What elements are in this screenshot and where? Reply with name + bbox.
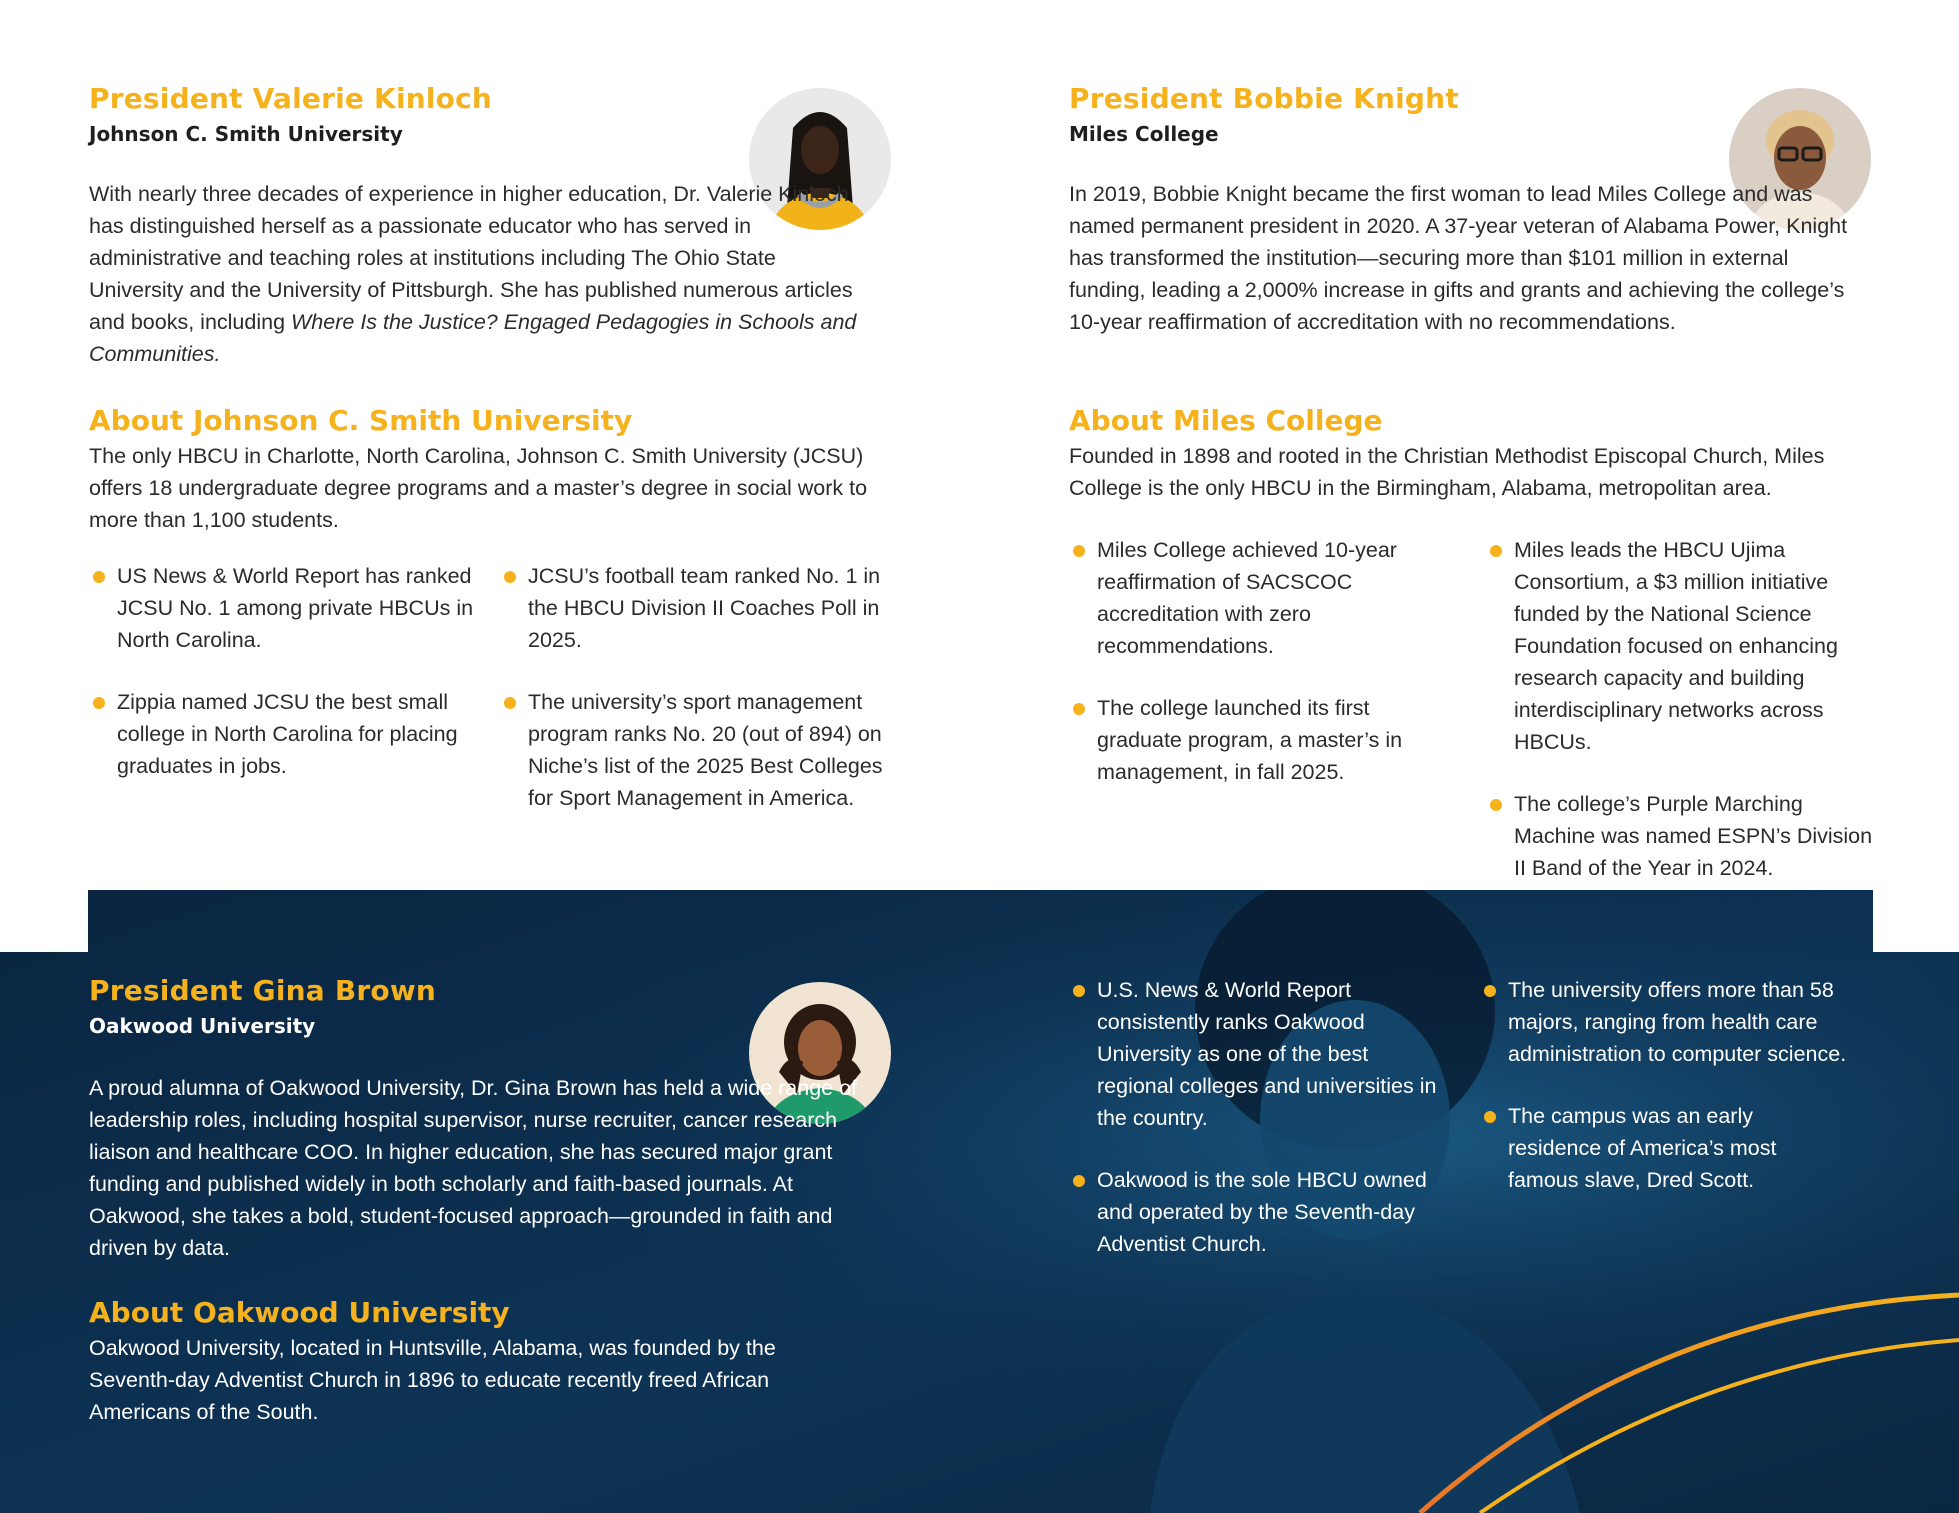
- list-item: JCSU’s football team ranked No. 1 in the HBCU Division II Coaches Poll in 2025.: [500, 560, 900, 656]
- president-title: President Bobbie Knight: [1069, 82, 1459, 115]
- list-item: U.S. News & World Report consistently ranks Oakwood University as one of the best regional colleges and universities in the country.: [1069, 974, 1449, 1134]
- list-item: The college’s Purple Marching Machine was named ESPN’s Division II Band of the Year in 2024.: [1486, 788, 1886, 884]
- about-title: About Miles College: [1069, 404, 1383, 437]
- bullet-icon: [1073, 545, 1085, 557]
- list-item: The university’s sport management program ranks No. 20 (out of 894) on Niche’s list of the 2025 Best Colleges for Sport Management in America.: [500, 686, 900, 814]
- institution-name: Oakwood University: [89, 1014, 316, 1038]
- list-item: Miles College achieved 10-year reaffirmation of SACSCOC accreditation with zero recommendations.: [1069, 534, 1414, 662]
- bullet-icon: [1490, 545, 1502, 557]
- bullet-icon: [1073, 703, 1085, 715]
- president-bio: A proud alumna of Oakwood University, Dr. Gina Brown has held a wide range of leadership roles, including hospital supervisor, nurse recruiter, cancer research liaison and healthcare COO. In higher education, she has secured major grant funding and published widely in both scholarly and faith-based journals. At Oakwood, she takes a bold, student-focused approach—grounded in faith and driven by data.: [89, 1076, 858, 1260]
- facts-list-right: [1480, 974, 1850, 1196]
- bullet-icon: [1073, 985, 1085, 997]
- about-text: The only HBCU in Charlotte, North Carolina, Johnson C. Smith University (JCSU) offers 18 undergraduate degree programs and a master’s degree in social work to more than 1,100 students.: [89, 444, 868, 532]
- list-item: Miles leads the HBCU Ujima Consortium, a $3 million initiative funded by the National Science Foundation focused on enhancing research capacity and building interdisciplinary networks across HBCUs.: [1486, 534, 1886, 758]
- bullet-icon: [1490, 799, 1502, 811]
- about-title: About Johnson C. Smith University: [89, 404, 633, 437]
- list-item: The college launched its first graduate program, a master’s in management, in fall 2025.: [1069, 692, 1414, 788]
- bullet-icon: [1073, 1175, 1085, 1187]
- list-item: The campus was an early residence of America’s most famous slave, Dred Scott.: [1480, 1100, 1850, 1196]
- bullet-icon: [1484, 1111, 1496, 1123]
- list-item: Zippia named JCSU the best small college in North Carolina for placing graduates in jobs.: [89, 686, 474, 782]
- institution-name: Johnson C. Smith University: [89, 122, 403, 146]
- facts-list-right: [1486, 534, 1886, 884]
- bullet-icon: [1484, 985, 1496, 997]
- facts-list-left: [1069, 974, 1449, 1260]
- list-item: Oakwood is the sole HBCU owned and operated by the Seventh-day Adventist Church.: [1069, 1164, 1449, 1260]
- facts-list-left: [1069, 534, 1414, 788]
- list-item: The university offers more than 58 majors, ranging from health care administration to computer science.: [1480, 974, 1850, 1070]
- bio-text: With nearly three decades of experience in higher education, Dr. Valerie Kinloch has distinguished herself as a passionate educator who has served in administrative and teaching roles at institutions including The Ohio State University and the University of Pittsburgh. She has published numerous articles and books, including: [89, 182, 853, 334]
- list-item: US News & World Report has ranked JCSU No. 1 among private HBCUs in North Carolina.: [89, 560, 474, 656]
- president-bio: In 2019, Bobbie Knight became the first woman to lead Miles College and was named permanent president in 2020. A 37-year veteran of Alabama Power, Knight has transformed the institution—securing more than $101 million in external funding, leading a 2,000% increase in gifts and grants and achieving the college’s 10-year reaffirmation of accreditation with no recommendations.: [1069, 182, 1848, 334]
- oakwood-panel: [0, 890, 1959, 1513]
- about-title: About Oakwood University: [89, 1296, 510, 1329]
- book-title: Where Is the Justice? Engaged Pedagogies in Schools and Communities.: [89, 310, 857, 366]
- president-title: President Gina Brown: [89, 974, 437, 1007]
- president-title: President Valerie Kinloch: [89, 82, 493, 115]
- about-text: Founded in 1898 and rooted in the Christian Methodist Episcopal Church, Miles College is the only HBCU in the Birmingham, Alabama, metropolitan area.: [1069, 444, 1825, 500]
- about-text: Oakwood University, located in Huntsville, Alabama, was founded by the Seventh-day Adventist Church in 1896 to educate recently freed African Americans of the South.: [89, 1336, 776, 1424]
- institution-name: Miles College: [1069, 122, 1219, 146]
